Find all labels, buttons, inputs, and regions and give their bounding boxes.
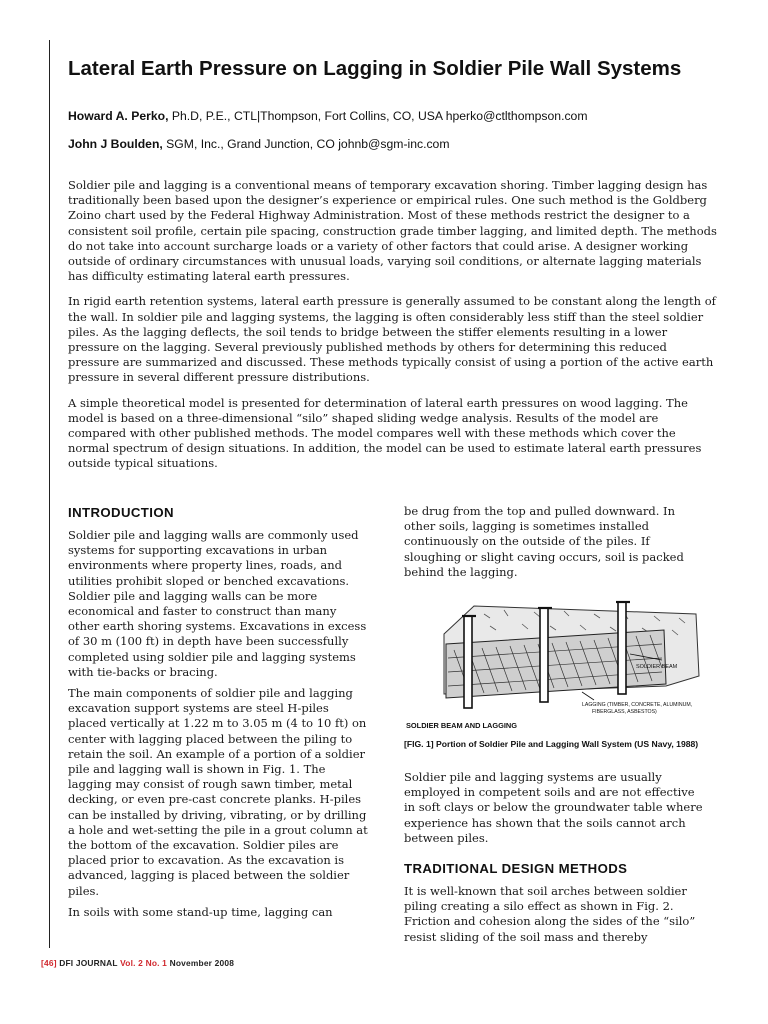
abstract-paragraph: Soldier pile and lagging is a conventional means of temporary excavation shoring. Timber lagging design has traditionally been based upon the designer’s experience or empirical rules. One such method is the Goldberg Zoino chart used by the Federal Highway Administration. Most of these methods restrict the designer to a consistent soil profile, certain pile spacing, construction grade timber lagging, and limited depth. The methods do not take into account surcharge loads or a variety of other factors that could arise. A designer working outside of ordinary circumstances with unusual loads, varying soil conditions, or alternate lagging materials has difficulty estimating lateral earth pressures. (68, 178, 717, 284)
margin-rule (49, 40, 50, 948)
left-column (68, 504, 368, 926)
page-number: [46] (41, 958, 57, 968)
figure-caption: [FIG. 1] Portion of Soldier Pile and Lagging Wall System (US Navy, 1988) (404, 739, 699, 750)
figure-label-soldier-beam: SOLDIER BEAM (636, 664, 678, 671)
figure-bottom-label: SOLDIER BEAM AND LAGGING (406, 721, 517, 731)
article-title: Lateral Earth Pressure on Lagging in Soldier Pile Wall Systems (68, 56, 682, 80)
abstract-paragraph: In rigid earth retention systems, lateral earth pressure is generally assumed to be constant along the length of the wall. In soldier pile and lagging systems, the lagging is often considerably less stiff than the steel soldier piles. As the lagging deflects, the soil tends to bridge between the stiffer elements resulting in a lower pressure on the lagging. Several previously published methods by others for determining this reduced pressure are summarized and discussed. These methods typically consist of using a portion of the active earth pressure in several different pressure distributions. (68, 294, 716, 385)
issue-date: November 2008 (169, 958, 235, 968)
journal-name: DFI JOURNAL (59, 958, 118, 968)
body-paragraph: be drug from the top and pulled downward. In other soils, lagging is sometimes installed continuously on the outside of the piles. If sloughing or slight caving occurs, soil is packed behind the lagging. (404, 504, 684, 579)
author-affiliation: SGM, Inc., Grand Junction, CO johnb@sgm-inc.com (162, 137, 450, 151)
author-name: John J Boulden, (68, 137, 163, 151)
body-paragraph: Soldier pile and lagging walls are commonly used systems for supporting excavations in urban environments where property lines, roads, and utilities prohibit sloped or benched excavations. Soldier pile and lagging walls can be more economical and faster to construct than many other earth shoring systems. Excavations in excess of 30 m (100 ft) in depth have been successfully completed using soldier pile and lagging systems with tie-backs or bracing. (68, 528, 367, 679)
section-heading-traditional-design: TRADITIONAL DESIGN METHODS (404, 861, 628, 877)
right-column (404, 504, 704, 951)
section-heading-introduction: INTRODUCTION (68, 505, 174, 520)
figure-1 (404, 594, 704, 734)
figure-label-lagging-materials: FIBERGLASS, ASBESTOS) (592, 709, 657, 716)
journal-volume: Vol. 2 No. 1 (120, 958, 168, 968)
author-name: Howard A. Perko, (68, 109, 169, 123)
author-line-2 (68, 136, 728, 152)
figure-label-lagging: LAGGING (TIMBER, CONCRETE, ALUMINUM, (582, 702, 693, 709)
body-paragraph: It is well-known that soil arches between soldier piling creating a silo effect as shown in Fig. 2. Friction and cohesion along the sides of the “silo” resist sliding of the soil mass and thereby (404, 884, 696, 944)
body-paragraph: The main components of soldier pile and lagging excavation support systems are steel H-piles placed vertically at 1.22 m to 3.05 m (4 to 10 ft) on center with lagging placed between the piling to retain the soil. An example of a portion of a soldier pile and lagging wall is shown in Fig. 1. The lagging may consist of rough sawn timber, metal decking, or even pre-cast concrete planks. H-piles can be installed by driving, vibrating, or by drilling a hole and wet-setting the pile in a grout column at the bottom of the excavation. Soldier piles are placed prior to excavation. As the excavation is advanced, lagging is placed between the soldier piles. (68, 686, 368, 898)
author-line-1 (68, 108, 728, 124)
body-paragraph: In soils with some stand-up time, lagging can (68, 904, 333, 919)
abstract-paragraph: A simple theoretical model is presented for determination of lateral earth pressures on wood lagging. The model is based on a three-dimensional “silo” shaped sliding wedge analysis. Results of the model are compared with other published methods. The model compares well with these methods which cover the normal spectrum of design situations. In addition, the model can be used to estimate lateral earth pressures outside typical situations. (68, 395, 702, 471)
abstract (68, 178, 718, 482)
soldier-pile-lagging-illustration (404, 594, 704, 734)
page-footer (41, 958, 234, 968)
body-paragraph: Soldier pile and lagging systems are usually employed in competent soils and are not effective in soft clays or below the groundwater table where experience has shown that the soils cannot arch between piles. (404, 770, 703, 845)
author-affiliation: Ph.D, P.E., CTL|Thompson, Fort Collins, CO, USA hperko@ctlthompson.com (168, 109, 588, 123)
